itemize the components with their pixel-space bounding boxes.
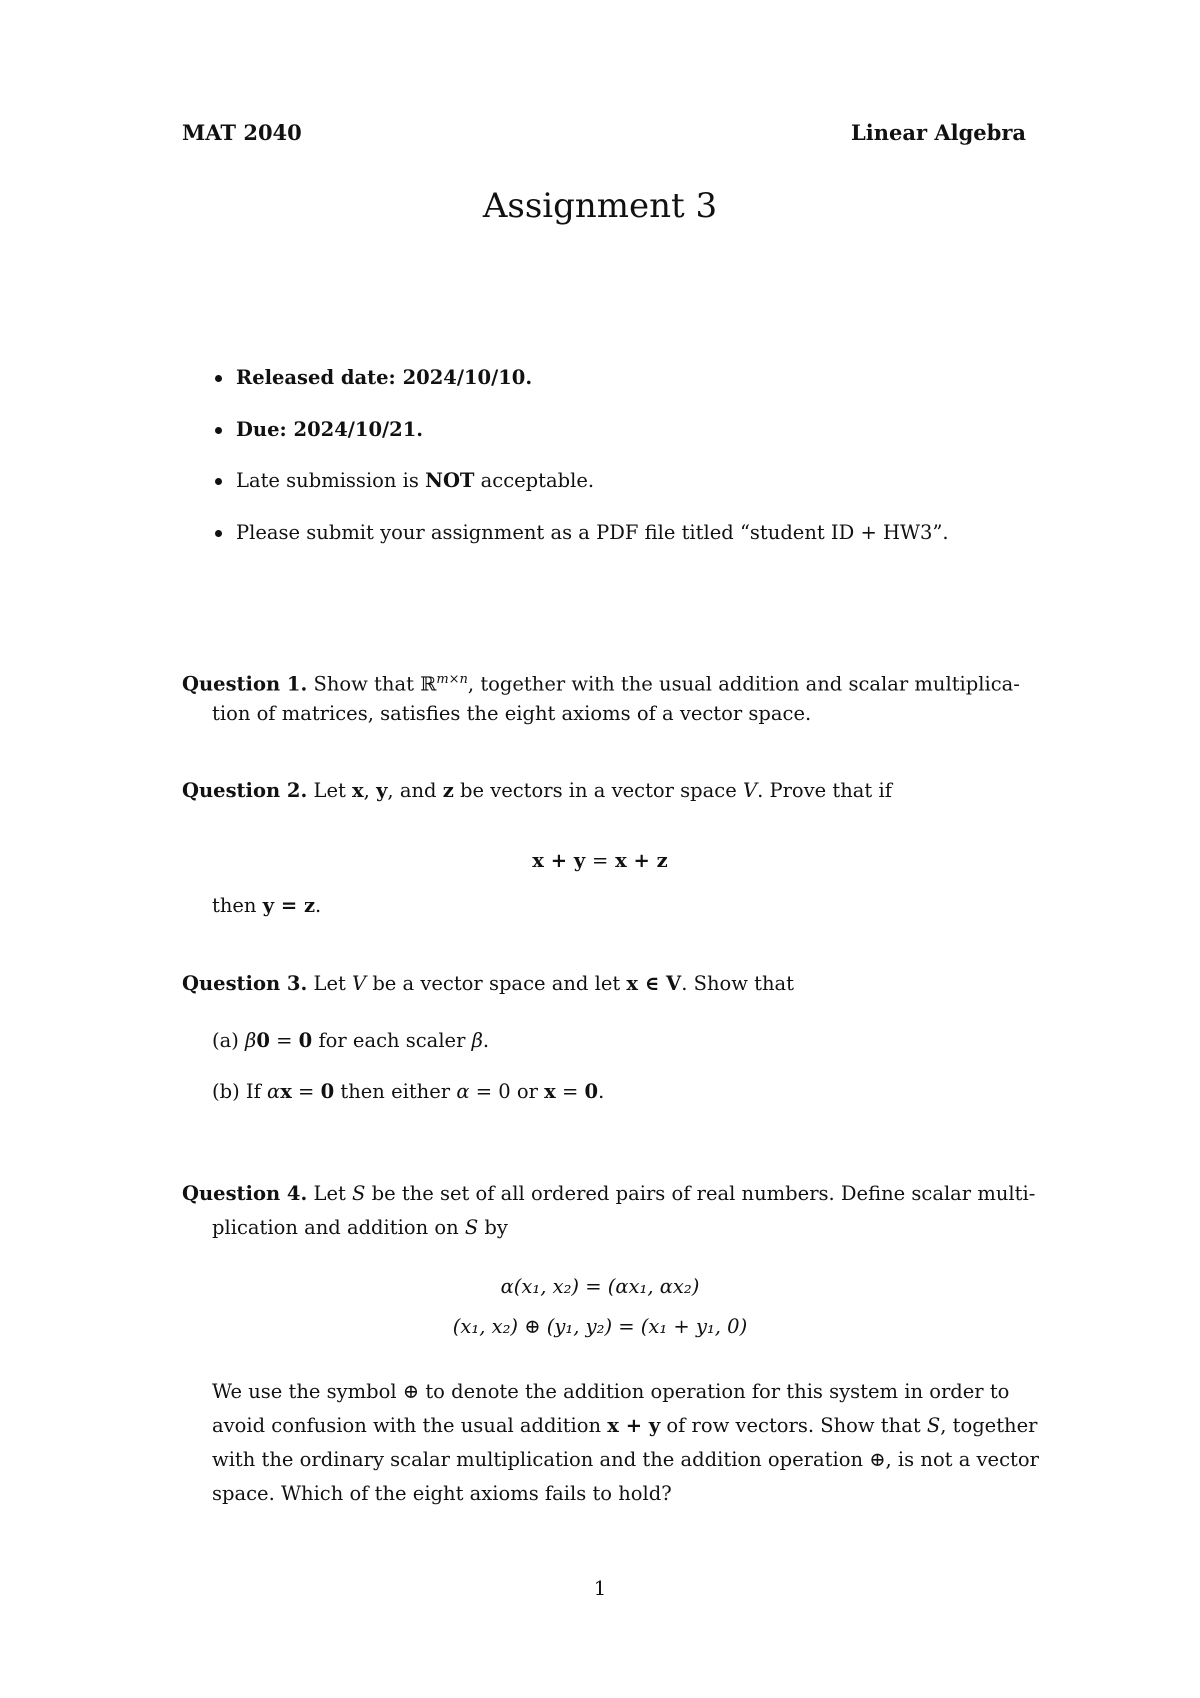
bullet-icon — [215, 478, 222, 485]
q4-line1-a: Let — [313, 1182, 346, 1205]
q4-S2: S — [464, 1216, 479, 1239]
q4-equation-1: α(x₁, x₂) = (αx₁, αx₂) — [500, 1275, 700, 1298]
q4-line-2 — [212, 1211, 508, 1244]
released-item — [236, 361, 532, 394]
q2-z: z — [442, 779, 454, 802]
q4-S3: S — [926, 1414, 941, 1437]
q3-V: V — [352, 972, 367, 995]
q3-b-eq2: = 0 — [475, 1080, 511, 1103]
q3-a-beta: β — [471, 1029, 483, 1052]
q3-b-x2: x — [544, 1080, 556, 1103]
q3-line-1 — [182, 967, 794, 1000]
q1-line-1 — [182, 663, 1020, 701]
q2-label: Question 2. — [182, 779, 308, 802]
q2-x: x — [352, 779, 364, 802]
q4-line2-a: plication and addition on — [212, 1216, 459, 1239]
q2-then-eq: y = z — [262, 894, 316, 917]
q4-p2-xy: x + y — [607, 1414, 661, 1437]
q3-a-text: for each scaler — [318, 1029, 466, 1052]
q3-a-beta0: β — [245, 1029, 257, 1052]
q4-label: Question 4. — [182, 1182, 308, 1205]
q2-t1: Let — [313, 779, 346, 802]
q1-sup: m×n — [436, 672, 468, 687]
q3-b-alpha: α — [267, 1080, 281, 1103]
course-name: Linear Algebra — [850, 120, 1026, 145]
q2-line-1 — [182, 774, 892, 807]
q2-eq-right: x + z — [615, 849, 668, 872]
q2-t3: be vectors in a vector space — [459, 779, 737, 802]
q2-t2: , and — [387, 779, 437, 802]
q2-eq-left: x + y — [532, 849, 586, 872]
bullet-icon — [215, 427, 222, 434]
bullet-icon — [215, 530, 222, 537]
q3-label: Question 3. — [182, 972, 308, 995]
q1-rmn: ℝ — [420, 672, 437, 696]
q3-a-rhs0: 0 — [298, 1029, 313, 1052]
q4-p2-a: avoid confusion with the usual addition — [212, 1414, 602, 1437]
q4-line1-b: be the set of all ordered pairs of real numbers. Define scalar multi- — [371, 1182, 1036, 1205]
page-number: 1 — [593, 1576, 607, 1600]
q3-b-zero2: 0 — [584, 1080, 599, 1103]
submit-item: Please submit your assignment as a PDF file titled “student ID + HW3”. — [236, 521, 949, 544]
q4-para-line-4: space. Which of the eight axioms fails to hold? — [212, 1482, 672, 1505]
q2-y: y — [376, 779, 388, 802]
late-suffix: acceptable. — [480, 469, 595, 492]
q3-b-x: x — [280, 1080, 292, 1103]
q3-b-or: or — [516, 1080, 538, 1103]
q3-a-end: . — [482, 1029, 490, 1052]
q1-line-2: tion of matrices, satisfies the eight axioms of a vector space. — [212, 702, 812, 725]
q4-p2-c: , together — [940, 1414, 1038, 1437]
page-title: Assignment 3 — [482, 186, 718, 226]
late-not: NOT — [425, 469, 475, 492]
late-prefix: Late submission is — [236, 469, 419, 492]
q3-part-a — [212, 1024, 489, 1057]
q4-equation-2: (x₁, x₂) ⊕ (y₁, y₂) = (x₁ + y₁, 0) — [452, 1315, 748, 1338]
q3-b-label: (b) — [212, 1080, 240, 1103]
q3-b-eq: = — [298, 1080, 315, 1103]
q3-part-b — [212, 1075, 604, 1108]
q4-line2-b: by — [484, 1216, 508, 1239]
q1-prefix: Show that — [313, 672, 414, 696]
q2-period: . — [315, 894, 322, 917]
q1-line1-rest: , together with the usual addition and scalar multiplica- — [467, 672, 1020, 696]
late-item — [236, 464, 594, 497]
released-label: Released date: — [236, 366, 396, 389]
q2-comma: , — [363, 779, 370, 802]
q4-line-1 — [182, 1177, 1035, 1210]
q2-then-text: then — [212, 894, 257, 917]
q4-para-line-2 — [212, 1409, 1037, 1442]
q2-V: V — [742, 779, 758, 802]
q4-para-line-3: with the ordinary scalar multiplication and the addition operation ⊕, is not a vector — [212, 1448, 1039, 1471]
q2-eq-sign: = — [591, 849, 609, 872]
course-code: MAT 2040 — [182, 120, 302, 145]
q3-b-end: . — [598, 1080, 605, 1103]
q3-t1: Let — [313, 972, 346, 995]
q3-b-zero: 0 — [320, 1080, 335, 1103]
q3-t3: . Show that — [681, 972, 794, 995]
q3-a-bold0: 0 — [256, 1029, 270, 1052]
due-value: 2024/10/21. — [293, 418, 424, 441]
q3-a-eq: = — [276, 1029, 293, 1052]
due-label: Due: — [236, 418, 287, 441]
q4-S: S — [352, 1182, 366, 1205]
q3-b-eq3: = — [561, 1080, 579, 1103]
due-item — [236, 413, 423, 446]
q3-a-label: (a) — [212, 1029, 239, 1052]
q2-then-line — [212, 889, 321, 922]
q3-xinV: x ∈ V — [626, 972, 682, 995]
released-value: 2024/10/10. — [402, 366, 533, 389]
q3-b-t2: then either — [340, 1080, 451, 1103]
q1-label: Question 1. — [182, 672, 308, 696]
q4-p2-b: of row vectors. Show that — [666, 1414, 921, 1437]
q3-b-alpha2: α — [456, 1080, 470, 1103]
q3-t2: be a vector space and let — [372, 972, 621, 995]
q2-equation — [0, 844, 1200, 877]
q4-para-line-1: We use the symbol ⊕ to denote the addition operation for this system in order to — [212, 1380, 1010, 1403]
q2-t4: . Prove that if — [757, 779, 892, 802]
bullet-icon — [215, 375, 222, 382]
q3-b-t1: If — [245, 1080, 261, 1103]
